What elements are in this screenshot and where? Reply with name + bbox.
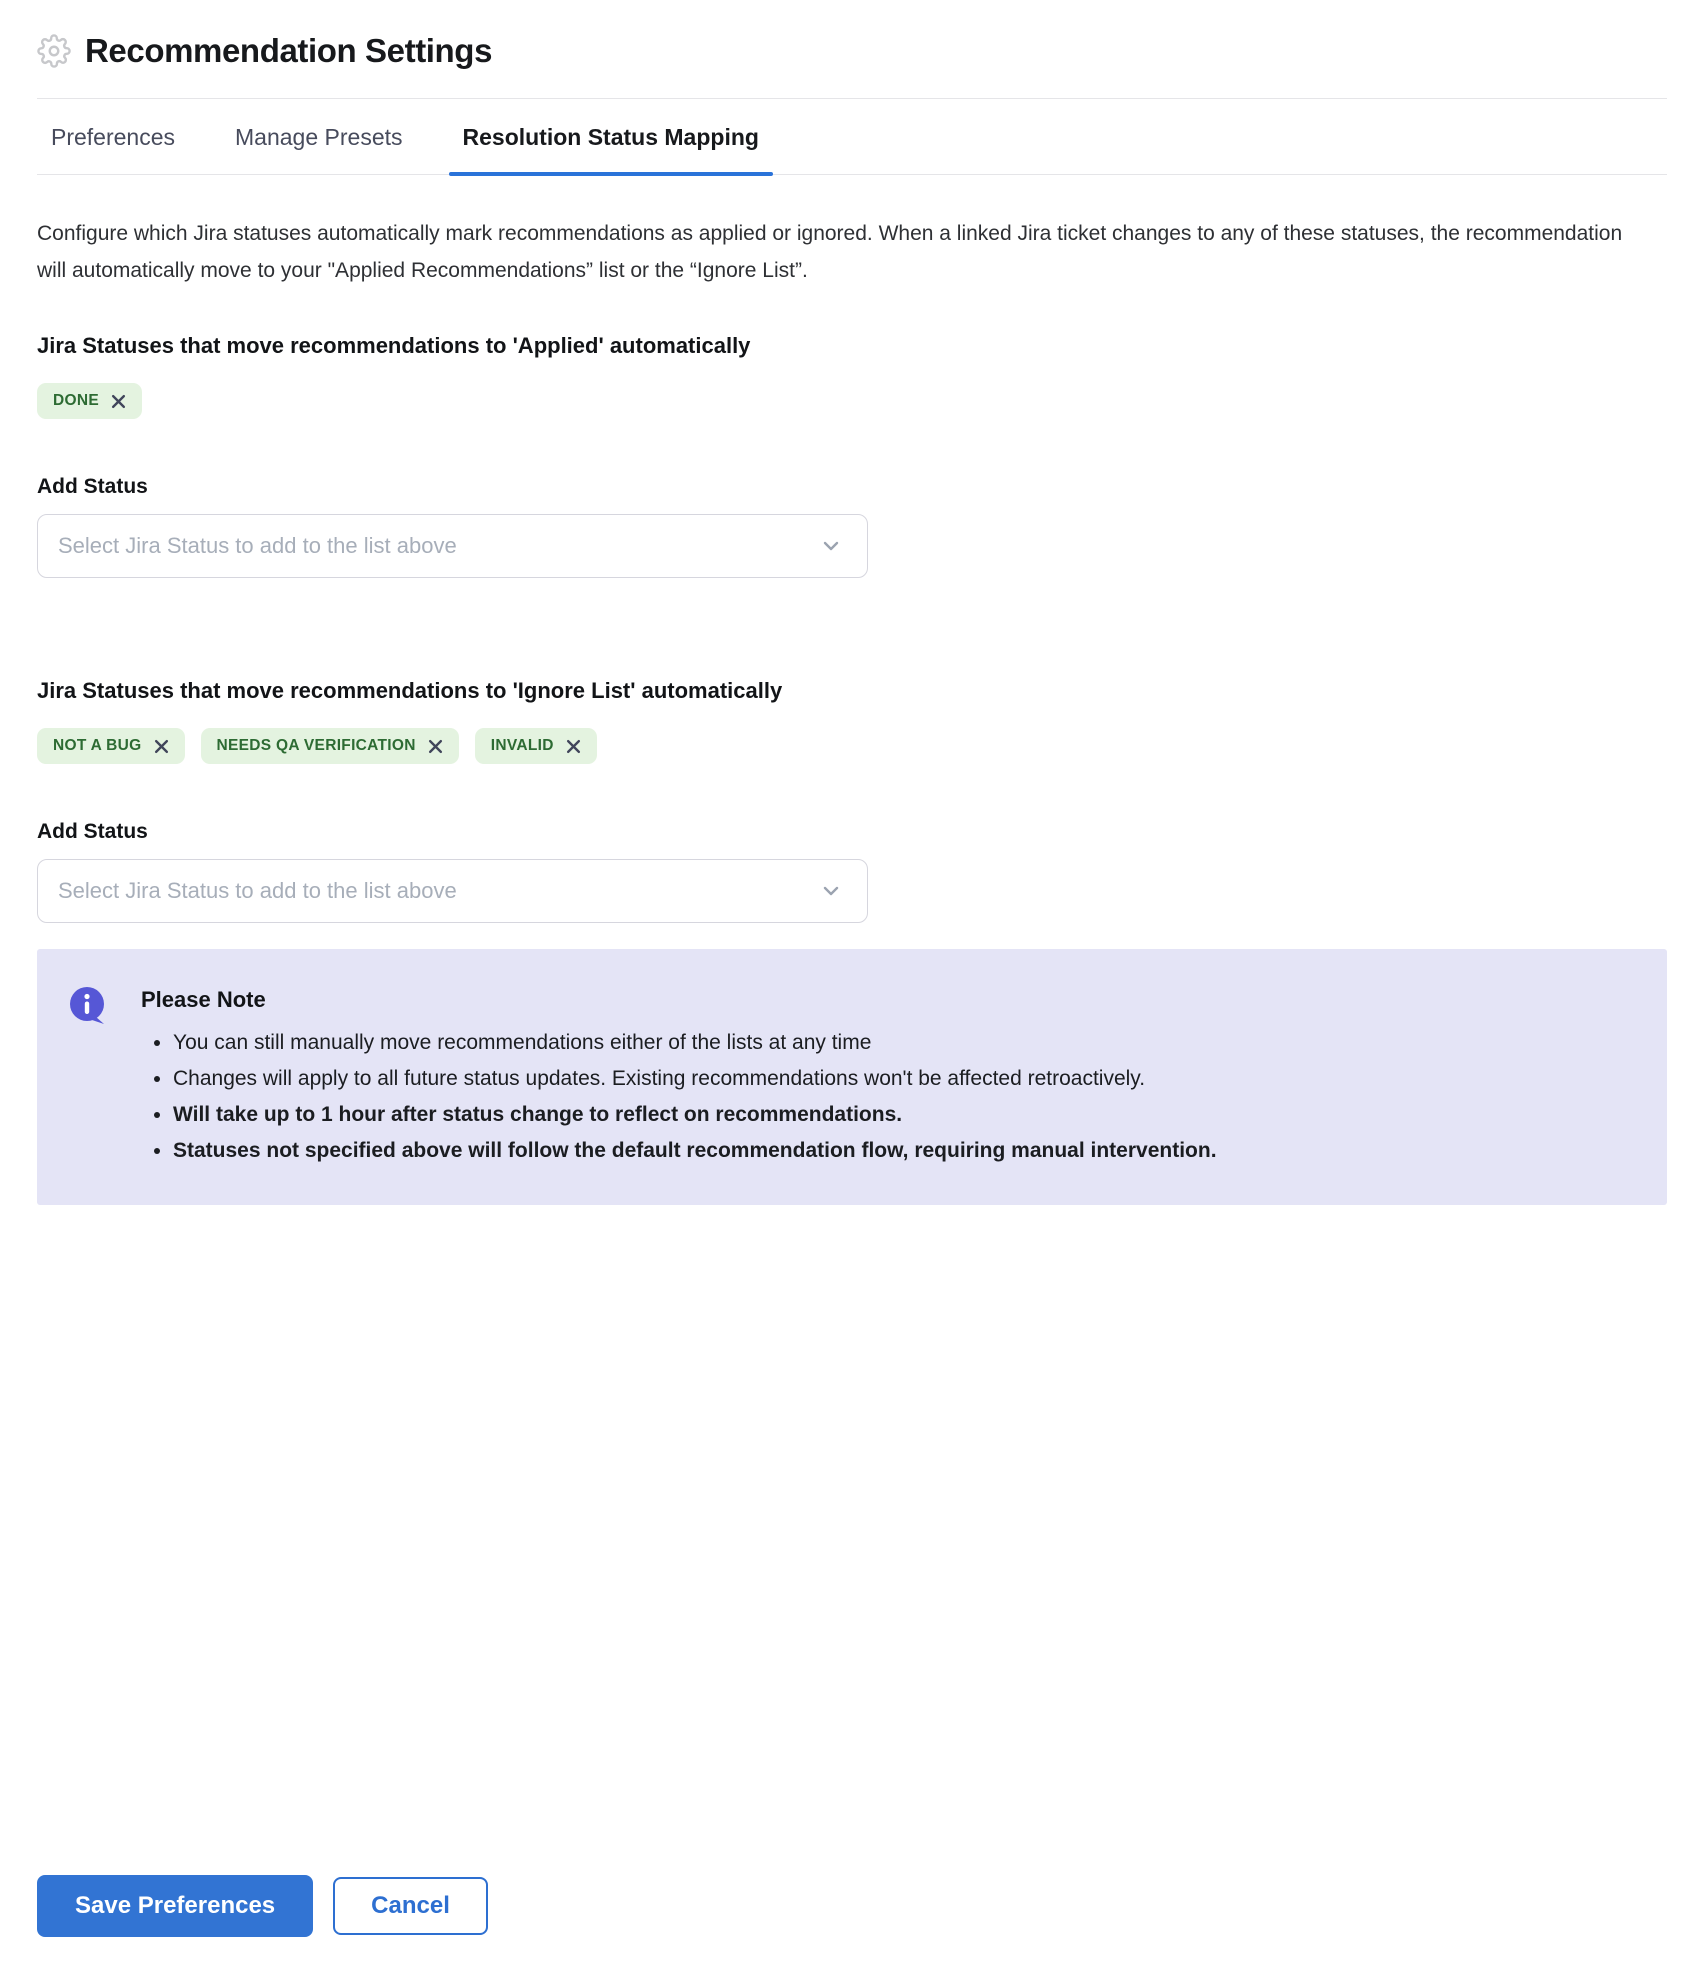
tab-manage-presets[interactable]: Manage Presets xyxy=(235,124,403,150)
note-bullet-list xyxy=(173,1025,1217,1169)
tab-preferences[interactable]: Preferences xyxy=(51,124,176,150)
info-icon xyxy=(67,985,111,1034)
page-header xyxy=(37,0,1667,70)
note-content xyxy=(141,979,1217,1169)
please-note-banner xyxy=(37,949,1667,1205)
gear-icon xyxy=(37,34,71,68)
status-chip-label: NOT A BUG xyxy=(53,737,142,754)
status-chip-not-a-bug xyxy=(37,728,185,764)
page-title: Recommendation Settings xyxy=(85,32,493,69)
ignore-section-heading: Jira Statuses that move recommendations to 'Ignore List' automatically xyxy=(37,678,783,703)
tab-description: Configure which Jira statuses automatically mark recommendations as applied or ignored. When a linked Jira ticket changes to any of these statuses, the recommendation will automatically move to your "Applied Recommendations” list or the “Ignore List”. xyxy=(37,222,1623,282)
chevron-down-icon xyxy=(819,879,843,903)
remove-status-icon[interactable] xyxy=(154,739,169,754)
ignore-status-select[interactable] xyxy=(37,859,868,923)
note-bullet: • Will take up to 1 hour after status change to reflect on recommendations. xyxy=(173,1097,1217,1133)
note-bullet: • Statuses not specified above will follow the default recommendation flow, requiring manual intervention. xyxy=(173,1133,1217,1169)
status-chip-label: NEEDS QA VERIFICATION xyxy=(216,737,416,754)
remove-status-icon[interactable] xyxy=(566,739,581,754)
applied-chip-row xyxy=(37,383,1667,419)
action-bar xyxy=(37,1875,488,1937)
status-chip-label: DONE xyxy=(53,392,99,409)
remove-status-icon[interactable] xyxy=(428,739,443,754)
status-chip-needs-qa-verification xyxy=(201,728,459,764)
status-chip-label: INVALID xyxy=(490,737,554,754)
note-bullet: • You can still manually move recommendations either of the lists at any time xyxy=(173,1025,1217,1061)
chevron-down-icon xyxy=(819,534,843,558)
remove-status-icon[interactable] xyxy=(111,394,126,409)
ignore-chip-row xyxy=(37,728,1667,764)
save-preferences-button[interactable]: Save Preferences xyxy=(37,1875,313,1937)
applied-status-select[interactable] xyxy=(37,514,868,578)
status-chip-invalid xyxy=(475,728,597,764)
tab-resolution-status-mapping[interactable]: Resolution Status Mapping xyxy=(449,124,773,174)
add-status-label: Add Status xyxy=(37,820,148,843)
settings-tabs xyxy=(37,99,1667,175)
add-status-label: Add Status xyxy=(37,475,148,498)
applied-section-heading: Jira Statuses that move recommendations to 'Applied' automatically xyxy=(37,333,751,358)
select-placeholder: Select Jira Status to add to the list above xyxy=(58,533,457,558)
note-bullet: • Changes will apply to all future status updates. Existing recommendations won't be affected retroactively. xyxy=(173,1061,1217,1097)
note-heading: Please Note xyxy=(141,987,266,1012)
status-chip-done xyxy=(37,383,142,419)
select-placeholder: Select Jira Status to add to the list above xyxy=(58,878,457,903)
cancel-button[interactable]: Cancel xyxy=(333,1877,488,1935)
